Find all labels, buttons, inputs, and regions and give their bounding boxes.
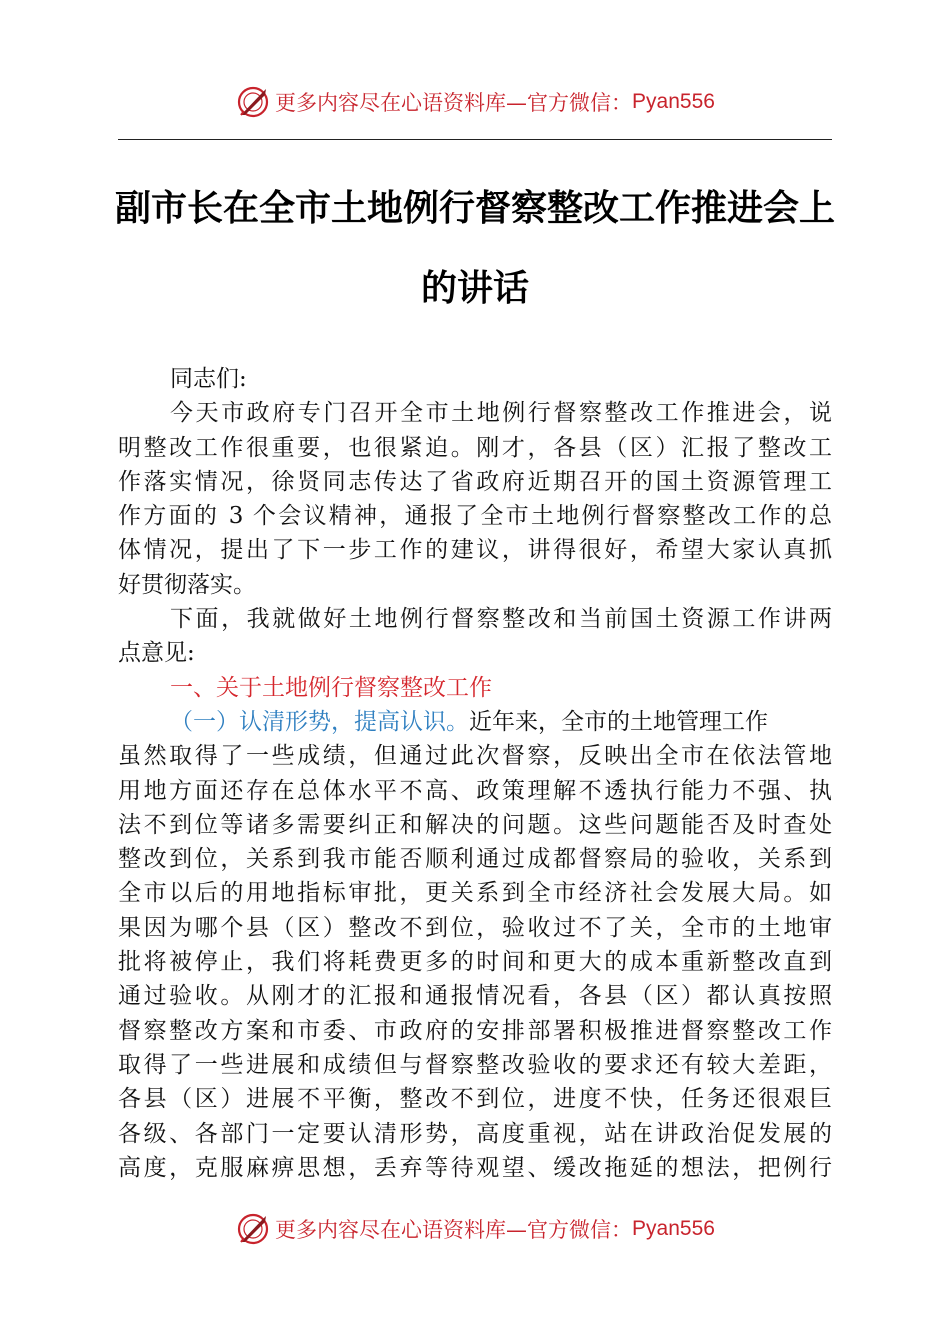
paragraph-line: 全市以后的用地指标审批，更关系到全市经济社会发展大局。如 [118,880,832,907]
paragraph-line: 好贯彻落实。 [118,571,256,598]
section-heading: 一、关于土地例行督察整改工作 [170,674,492,701]
watermark-wechat-id: Pyan556 [632,1217,715,1240]
title-line: 副市长在全市土地例行督察整改工作推进会上 [114,187,835,229]
watermark-text: 更多内容尽在心语资料库—官方微信： [275,91,633,115]
paragraph-line: 作落实情况，徐贤同志传达了省政府近期召开的国土资源管理工 [118,468,832,495]
paragraph-line: 作方面的 3 个会议精神，通报了全市土地例行督察整改工作的总 [118,503,832,530]
pen-seal-icon [235,1211,271,1247]
paragraph-line: 体情况，提出了下一步工作的建议，讲得很好，希望大家认真抓 [118,537,832,564]
title-line: 的讲话 [420,267,529,309]
paragraph-line: 明整改工作很重要，也很紧迫。刚才，各县（区）汇报了整改工 [118,434,832,461]
paragraph-text: 近年来，全市的土地管理工作 [469,708,768,735]
paragraph-line: 果因为哪个县（区）整改不到位，验收过不了关，全市的土地审 [118,914,832,941]
watermark-wechat-id: Pyan556 [632,90,715,113]
document-title [100,168,850,328]
salutation: 同志们: [170,366,247,392]
document-body [118,362,832,1185]
paragraph-line: 法不到位等诸多需要纠正和解决的问题。这些问题能否及时查处 [118,811,832,838]
paragraph-line: 虽然取得了一些成绩，但通过此次督察，反映出全市在依法管地 [118,743,832,770]
paragraph-line: 批将被停止，我们将耗费更多的时间和更大的成本重新整改直到 [118,949,832,976]
header-divider [118,139,832,140]
paragraph-line: 取得了一些进展和成绩但与督察整改验收的要求还有较大差距， [118,1051,832,1078]
paragraph-line: 下面，我就做好土地例行督察整改和当前国土资源工作讲两 [170,606,832,633]
paragraph-line: 今天市政府专门召开全市土地例行督察整改工作推进会，说 [170,400,832,427]
subsection-paragraph-line [118,705,832,739]
paragraph-line: 督察整改方案和市委、市政府的安排部署积极推进督察整改工作 [118,1017,832,1044]
watermark-text: 更多内容尽在心语资料库—官方微信： [275,1218,633,1242]
paragraph-line: 高度，克服麻痹思想，丢弃等待观望、缓改拖延的想法，把例行 [118,1154,832,1181]
watermark-banner-bottom [0,1207,950,1251]
paragraph-line: 点意见: [118,640,195,667]
watermark-banner-top [0,80,950,124]
paragraph-line: 各县（区）进展不平衡，整改不到位，进度不快，任务还很艰巨 [118,1086,832,1113]
paragraph-line: 通过验收。从刚才的汇报和通报情况看，各县（区）都认真按照 [118,983,832,1010]
paragraph-line: 整改到位，关系到我市能否顺利通过成都督察局的验收，关系到 [118,846,832,873]
subsection-heading: （一）认清形势，提高认识。 [170,708,469,735]
paragraph-line: 各级、各部门一定要认清形势，高度重视，站在讲政治促发展的 [118,1120,832,1147]
paragraph-line: 用地方面还存在总体水平不高、政策理解不透执行能力不强、执 [118,777,832,804]
pen-seal-icon [235,84,271,120]
